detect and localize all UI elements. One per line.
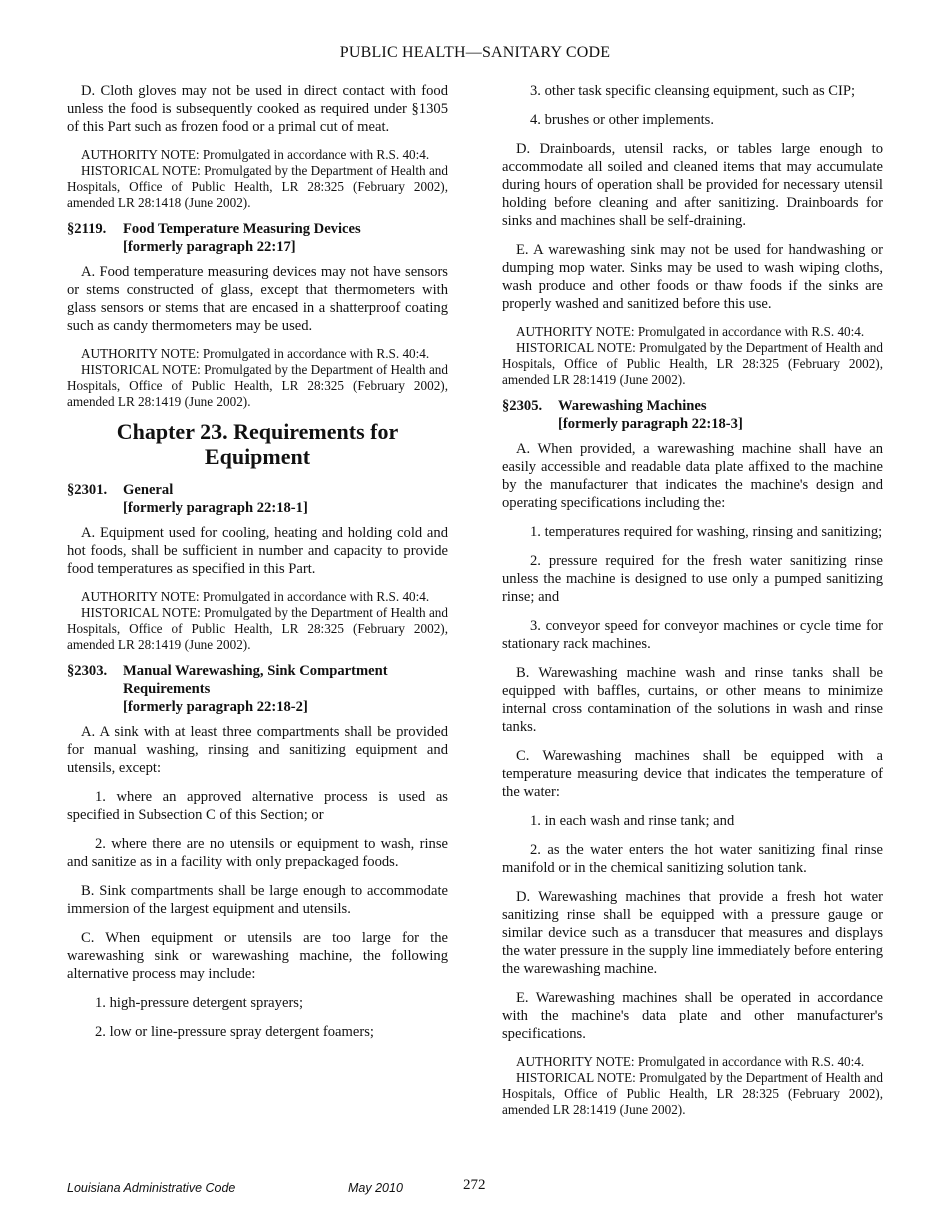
section-number: §2303. xyxy=(67,663,108,679)
note-group xyxy=(67,147,448,211)
paragraph-d-cloth-gloves: D. Cloth gloves may not be used in direct contact with food unless the food is subsequently cooked as required under §1305 of this Part such as frozen food or a primal cut of meat. xyxy=(67,83,448,135)
paragraph-2303-e: E. A warewashing sink may not be used for handwashing or dumping mop water. Sinks may be used to wash wiping cloths, wash produce and other foods or thaw foods if the sinks are properly washed and sanitized before this use. xyxy=(502,242,883,312)
authority-note: AUTHORITY NOTE: Promulgated in accordance with R.S. 40:4. xyxy=(516,1054,865,1069)
authority-note: AUTHORITY NOTE: Promulgated in accordance with R.S. 40:4. xyxy=(81,346,430,361)
right-column xyxy=(502,82,883,1127)
section-heading-2303 xyxy=(67,662,448,716)
section-title: General xyxy=(123,482,174,498)
historical-note: HISTORICAL NOTE: Promulgated by the Department of Health and Hospitals, Office of Public Health, LR 28:325 (February 2002), amended LR 28:1419 (June 2002). xyxy=(67,605,448,652)
paragraph-2303-b: B. Sink compartments shall be large enough to accommodate immersion of the largest equipment and utensils. xyxy=(67,883,448,917)
list-item: 2. as the water enters the hot water sanitizing final rinse manifold or in the chemical sanitizing solution tank. xyxy=(502,842,883,876)
historical-note: HISTORICAL NOTE: Promulgated by the Department of Health and Hospitals, Office of Public Health, LR 28:325 (February 2002), amended LR 28:1418 (June 2002). xyxy=(67,163,448,210)
chapter-title-line-2: Equipment xyxy=(204,444,311,469)
paragraph-2303-c: C. When equipment or utensils are too large for the warewashing sink or warewashing machine, the following alternative process may include: xyxy=(67,930,448,982)
note-group xyxy=(67,346,448,410)
list-item: 2. low or line-pressure spray detergent foamers; xyxy=(95,1024,374,1040)
paragraph-2305-e: E. Warewashing machines shall be operated in accordance with the machine's data plate and other manufacturer's specifications. xyxy=(502,990,883,1042)
authority-note: AUTHORITY NOTE: Promulgated in accordance with R.S. 40:4. xyxy=(81,589,430,604)
page-number: 272 xyxy=(463,1177,486,1193)
paragraph-2305-d: D. Warewashing machines that provide a fresh hot water sanitizing rinse shall be equipped with a pressure gauge or similar device such as a transducer that measures and displays the water pressure in the supply line immediately before entering the warewashing machine. xyxy=(502,889,883,977)
note-group xyxy=(502,1054,883,1118)
chapter-title-line-1: Chapter 23. Requirements for xyxy=(116,419,399,444)
section-number: §2119. xyxy=(67,221,107,237)
authority-note: AUTHORITY NOTE: Promulgated in accordance with R.S. 40:4. xyxy=(81,147,430,162)
section-subtitle: [formerly paragraph 22:18-1] xyxy=(123,500,308,516)
left-column xyxy=(67,82,448,1052)
section-number: §2301. xyxy=(67,482,108,498)
list-item: 1. high-pressure detergent sprayers; xyxy=(95,995,304,1011)
note-group xyxy=(67,589,448,653)
list-item: 2. pressure required for the fresh water sanitizing rinse unless the machine is designed to use only a pumped sanitizing rinse; and xyxy=(502,553,883,605)
list-item: 2. where there are no utensils or equipment to wash, rinse and sanitize as in a facility with only prepackaged foods. xyxy=(67,836,448,870)
section-heading-2301 xyxy=(67,481,448,517)
chapter-title xyxy=(67,419,448,469)
historical-note: HISTORICAL NOTE: Promulgated by the Department of Health and Hospitals, Office of Public Health, LR 28:325 (February 2002), amended LR 28:1419 (June 2002). xyxy=(67,362,448,409)
paragraph-2305-b: B. Warewashing machine wash and rinse tanks shall be equipped with baffles, curtains, or other means to minimize internal cross contamination of the solutions in wash and rinse tanks. xyxy=(502,665,883,735)
authority-note: AUTHORITY NOTE: Promulgated in accordance with R.S. 40:4. xyxy=(516,324,865,339)
section-subtitle: [formerly paragraph 22:18-3] xyxy=(558,416,743,432)
list-item: 4. brushes or other implements. xyxy=(530,112,715,128)
section-subtitle: [formerly paragraph 22:17] xyxy=(123,239,296,255)
paragraph-2305-c: C. Warewashing machines shall be equipped with a temperature measuring device that indicates the temperature of the water: xyxy=(502,748,883,800)
paragraph-2301-a: A. Equipment used for cooling, heating and holding cold and hot foods, shall be sufficient in number and capacity to provide food temperatures as specified in this Part. xyxy=(67,525,448,577)
footer-date: May 2010 xyxy=(348,1181,403,1195)
section-number: §2305. xyxy=(502,398,543,414)
footer-publication: Louisiana Administrative Code xyxy=(67,1181,236,1195)
section-title: Warewashing Machines xyxy=(558,398,707,414)
list-item: 1. in each wash and rinse tank; and xyxy=(530,813,735,829)
list-item: 1. temperatures required for washing, rinsing and sanitizing; xyxy=(530,524,883,540)
paragraph-2303-a: A. A sink with at least three compartments shall be provided for manual washing, rinsing and sanitizing equipment and utensils, except: xyxy=(67,724,448,776)
list-item: 3. other task specific cleansing equipment, such as CIP; xyxy=(530,83,856,99)
note-group xyxy=(502,324,883,388)
list-item: 3. conveyor speed for conveyor machines or cycle time for stationary rack machines. xyxy=(502,618,883,652)
paragraph-2303-d: D. Drainboards, utensil racks, or tables large enough to accommodate all soiled and cleaned items that may accumulate during hours of operation shall be provided for necessary utensil holding before cleaning and after sanitizing. Drainboards for sinks and machines shall be self-draining. xyxy=(502,141,883,229)
paragraph-2119-a: A. Food temperature measuring devices may not have sensors or stems constructed of glass, except that thermometers with glass sensors or stems that are encased in a shatterproof coating such as candy thermometers may be used. xyxy=(67,264,448,334)
running-header: PUBLIC HEALTH—SANITARY CODE xyxy=(339,44,611,61)
section-title: Manual Warewashing, Sink Compartment xyxy=(123,663,388,679)
paragraph-2305-a: A. When provided, a warewashing machine shall have an easily accessible and readable data plate affixed to the machine by the manufacturer that indicates the machine's design and operating specifications including the: xyxy=(502,441,883,511)
section-heading-2119 xyxy=(67,220,448,256)
section-title-continued: Requirements xyxy=(123,681,211,697)
historical-note: HISTORICAL NOTE: Promulgated by the Department of Health and Hospitals, Office of Public Health, LR 28:325 (February 2002), amended LR 28:1419 (June 2002). xyxy=(502,1070,883,1117)
list-item: 1. where an approved alternative process is used as specified in Subsection C of this Section; or xyxy=(67,789,448,823)
historical-note: HISTORICAL NOTE: Promulgated by the Department of Health and Hospitals, Office of Public Health, LR 28:325 (February 2002), amended LR 28:1419 (June 2002). xyxy=(502,340,883,387)
section-title: Food Temperature Measuring Devices xyxy=(123,221,361,237)
section-heading-2305 xyxy=(502,397,883,433)
section-subtitle: [formerly paragraph 22:18-2] xyxy=(123,699,308,715)
